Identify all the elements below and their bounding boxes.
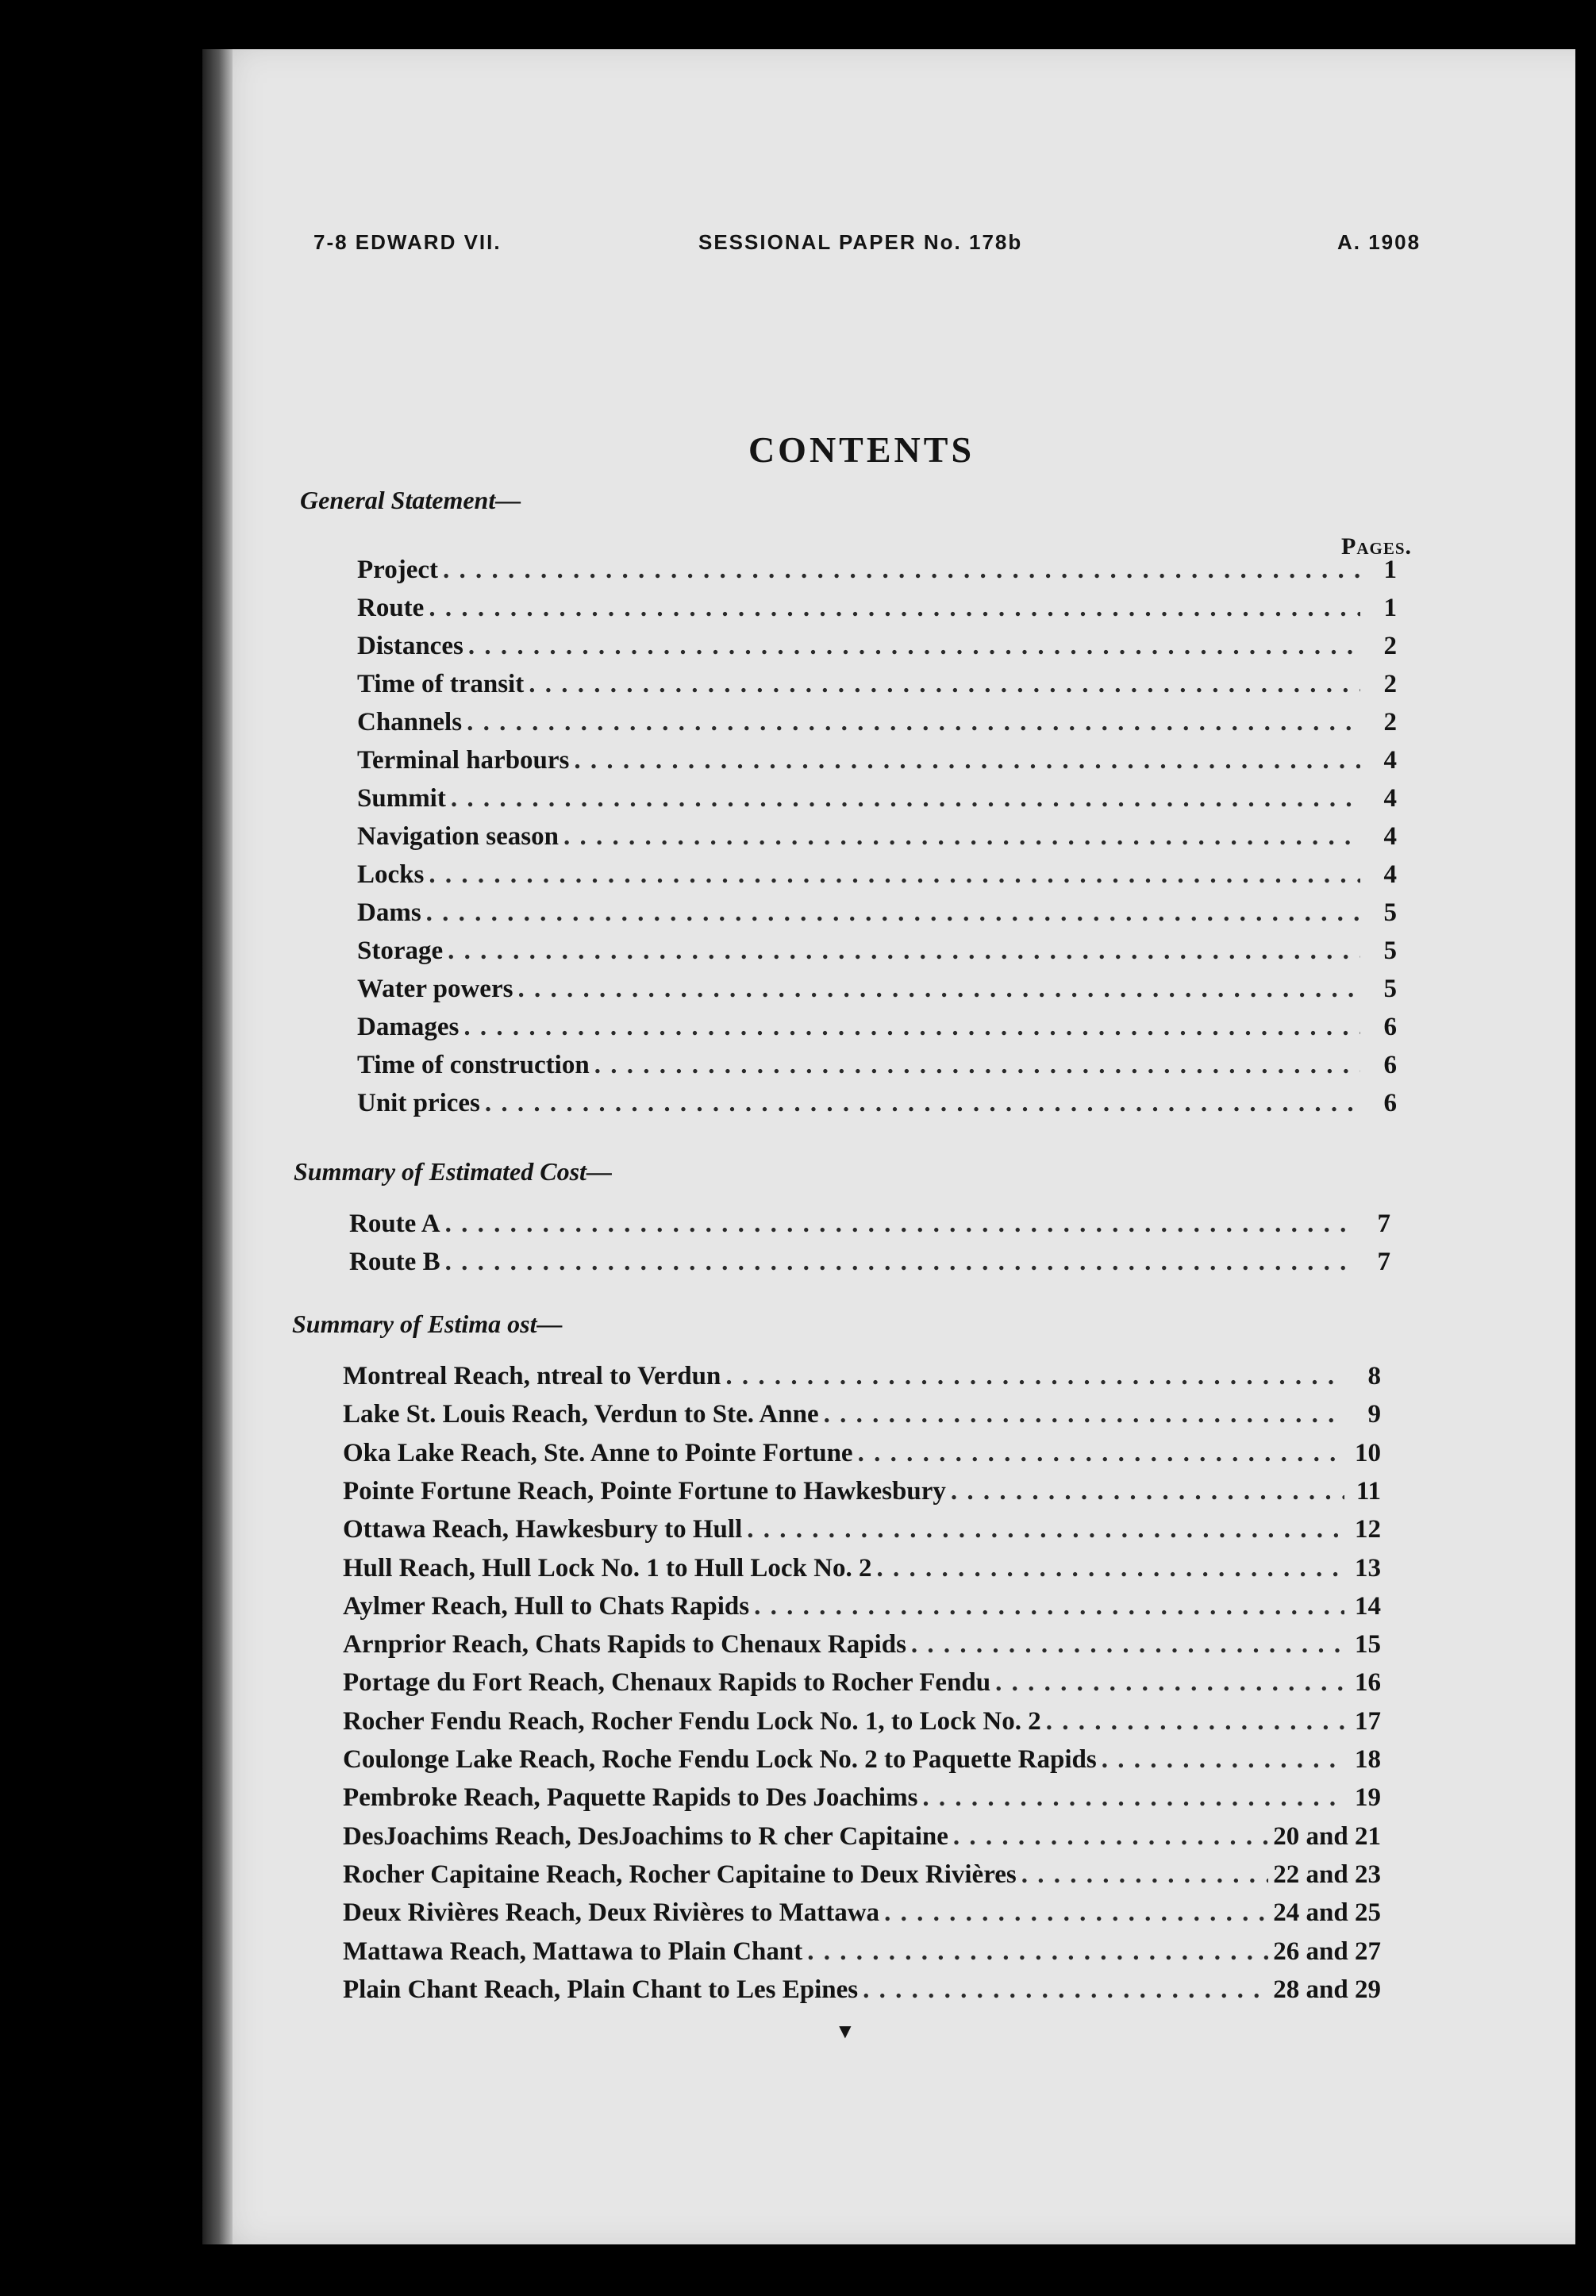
toc-entry-page: 10 (1355, 1438, 1381, 1467)
toc-entry (343, 1400, 1381, 1435)
toc-entry (343, 1860, 1381, 1895)
toc-entry (357, 1089, 1397, 1124)
toc-entry-label: Storage (357, 936, 444, 965)
toc-entry-label: Route (357, 594, 425, 622)
toc-leader-dots (445, 1248, 1354, 1277)
toc-entry-label: Summit (357, 784, 446, 813)
section-heading-summary-reach: Summary of Estima ost— (292, 1310, 563, 1338)
toc-entry-label: Plain Chant Reach, Plain Chant to Les Epines (343, 1975, 859, 2004)
toc-entry (343, 1592, 1381, 1627)
toc-entry (343, 1745, 1381, 1780)
toc-entry (349, 1248, 1390, 1283)
toc-entry (343, 1554, 1381, 1589)
toc-entry-page: 1 (1383, 556, 1397, 584)
toc-entry-page: 9 (1367, 1400, 1381, 1429)
toc-entry-label: Portage du Fort Reach, Chenaux Rapids to Rocher Fendu (343, 1668, 991, 1698)
toc-leader-dots (725, 1362, 1344, 1391)
toc-entry (357, 1013, 1397, 1048)
toc-entry-page: 11 (1356, 1476, 1381, 1506)
page-title: CONTENTS (748, 429, 975, 470)
toc-entry-label: Route A (349, 1210, 440, 1238)
toc-entry (343, 1477, 1381, 1512)
toc-entry (357, 822, 1397, 857)
toc-entry-label: Deux Rivières Reach, Deux Rivières to Mattawa (343, 1898, 880, 1928)
toc-entry-page: 5 (1383, 936, 1397, 965)
toc-entry-label: Unit prices (357, 1089, 480, 1117)
toc-entry-label: Hull Reach, Hull Lock No. 1 to Hull Lock No. 2 (343, 1553, 872, 1583)
toc-entry (357, 594, 1397, 629)
toc-entry-page: 4 (1383, 822, 1397, 851)
toc-entry (343, 1822, 1381, 1857)
toc-leader-dots (754, 1592, 1344, 1621)
toc-entry-label: Distances (357, 632, 463, 660)
toc-leader-dots (517, 975, 1360, 1004)
toc-leader-dots (529, 670, 1360, 699)
toc-entry-page: 4 (1383, 860, 1397, 889)
toc-entry (343, 1439, 1381, 1474)
toc-entry (357, 898, 1397, 933)
toc-entry (357, 784, 1397, 819)
page-spine-shadow (202, 49, 233, 2244)
toc-entry (343, 1898, 1381, 1933)
toc-entry-label: Montreal Reach, ntreal to Verdun (343, 1362, 721, 1390)
toc-entry-page: 16 (1355, 1668, 1381, 1698)
toc-leader-dots (922, 1783, 1344, 1813)
toc-entry-label: Dams (357, 898, 421, 927)
toc-leader-dots (485, 1089, 1360, 1118)
toc-leader-dots (468, 632, 1360, 661)
toc-entry-page: 17 (1355, 1706, 1381, 1736)
toc-entry-page: 14 (1355, 1591, 1381, 1621)
toc-entry (343, 1975, 1381, 2010)
toc-entry-label: Arnprior Reach, Chats Rapids to Chenaux Rapids (343, 1630, 906, 1660)
toc-leader-dots (451, 784, 1360, 813)
toc-entry-page: 12 (1355, 1515, 1381, 1544)
toc-entry-page: 15 (1355, 1630, 1381, 1660)
toc-leader-dots (863, 1975, 1268, 2005)
toc-entry (343, 1668, 1381, 1703)
toc-entry-page: 5 (1383, 898, 1397, 927)
toc-entry-label: Time of transit (357, 670, 525, 698)
toc-entry-page: 6 (1383, 1013, 1397, 1041)
toc-leader-dots (858, 1439, 1344, 1468)
toc-entry-label: Ottawa Reach, Hawkesbury to Hull (343, 1515, 743, 1544)
toc-leader-dots (426, 898, 1360, 928)
toc-leader-dots (448, 936, 1360, 966)
toc-entry-page: 7 (1377, 1248, 1390, 1276)
toc-entry-label: DesJoachims Reach, DesJoachims to R cher Capitaine (343, 1821, 948, 1851)
toc-entry-label: Water powers (357, 975, 513, 1003)
toc-leader-dots (443, 556, 1360, 585)
toc-entry-label: Route B (349, 1248, 440, 1276)
toc-entry-label: Coulonge Lake Reach, Roche Fendu Lock No. 2 to Paquette Rapids (343, 1745, 1097, 1774)
toc-entry-page: 4 (1383, 746, 1397, 775)
toc-entry-label: Time of construction (357, 1051, 590, 1079)
toc-entry (357, 556, 1397, 590)
toc-entry-page: 4 (1383, 784, 1397, 813)
toc-entry (343, 1707, 1381, 1742)
running-header-center: SESSIONAL PAPER No. 178b (698, 230, 1023, 254)
toc-entry-label: Aylmer Reach, Hull to Chats Rapids (343, 1591, 750, 1621)
toc-entry-page: 7 (1377, 1210, 1390, 1238)
toc-entry-page: 18 (1355, 1745, 1381, 1774)
toc-entry (343, 1783, 1381, 1818)
toc-entry-page: 28 and 29 (1273, 1975, 1381, 2004)
toc-entry-label: Navigation season (357, 822, 559, 851)
toc-leader-dots (995, 1668, 1344, 1698)
toc-entry-label: Damages (357, 1013, 460, 1041)
toc-entry-label: Mattawa Reach, Mattawa to Plain Chant (343, 1936, 803, 1966)
toc-entry-page: 13 (1355, 1553, 1381, 1583)
toc-entry (357, 632, 1397, 667)
toc-entry (357, 1051, 1397, 1086)
toc-leader-dots (807, 1937, 1268, 1967)
toc-entry (343, 1630, 1381, 1665)
toc-entry (357, 746, 1397, 781)
toc-entry-label: Pointe Fortune Reach, Pointe Fortune to Hawkesbury (343, 1476, 946, 1506)
toc-entry-label: Terminal harbours (357, 746, 570, 775)
running-header-left: 7-8 EDWARD VII. (313, 230, 502, 254)
toc-entry-label: Lake St. Louis Reach, Verdun to Ste. Anne (343, 1400, 819, 1429)
toc-entry-page: 2 (1383, 708, 1397, 736)
toc-entry-page: 5 (1383, 975, 1397, 1003)
toc-leader-dots (429, 594, 1360, 623)
toc-entry-page: 1 (1383, 594, 1397, 622)
pages-column-label: Pages. (1341, 533, 1413, 560)
toc-leader-dots (445, 1210, 1354, 1239)
toc-leader-dots (747, 1515, 1344, 1544)
toc-entry (357, 975, 1397, 1010)
toc-leader-dots (429, 860, 1360, 890)
bottom-page-mark: ▼ (835, 2020, 856, 2043)
toc-entry-page: 6 (1383, 1051, 1397, 1079)
toc-entry-page: 20 and 21 (1273, 1821, 1381, 1851)
running-header-right: A. 1908 (1337, 230, 1421, 254)
toc-entry-page: 2 (1383, 670, 1397, 698)
toc-entry-label: Oka Lake Reach, Ste. Anne to Pointe Fortune (343, 1438, 853, 1467)
toc-entry-label: Locks (357, 860, 425, 889)
section-heading-general-statement: General Statement— (300, 486, 521, 514)
toc-entry (357, 708, 1397, 743)
toc-leader-dots (824, 1400, 1344, 1429)
toc-leader-dots (1046, 1707, 1344, 1736)
toc-leader-dots (953, 1822, 1268, 1852)
toc-leader-dots (463, 1013, 1360, 1042)
toc-entry (357, 670, 1397, 705)
section-heading-summary-route: Summary of Estimated Cost— (294, 1157, 612, 1186)
toc-entry-label: Project (357, 556, 438, 584)
toc-leader-dots (951, 1477, 1344, 1506)
toc-entry-page: 19 (1355, 1783, 1381, 1813)
toc-leader-dots (574, 746, 1360, 775)
toc-leader-dots (884, 1898, 1268, 1928)
toc-entry-page: 6 (1383, 1089, 1397, 1117)
toc-entry-label: Channels (357, 708, 463, 736)
toc-entry-page: 8 (1367, 1362, 1381, 1390)
toc-entry-page: 24 and 25 (1273, 1898, 1381, 1928)
toc-entry-page: 26 and 27 (1273, 1936, 1381, 1966)
toc-entry (357, 936, 1397, 971)
toc-leader-dots (594, 1051, 1360, 1080)
toc-leader-dots (563, 822, 1360, 852)
toc-entry (357, 860, 1397, 895)
toc-leader-dots (467, 708, 1360, 737)
toc-leader-dots (876, 1554, 1344, 1583)
toc-entry-label: Pembroke Reach, Paquette Rapids to Des Joachims (343, 1783, 918, 1813)
toc-leader-dots (1021, 1860, 1269, 1890)
toc-entry (343, 1937, 1381, 1972)
toc-leader-dots (1102, 1745, 1344, 1775)
toc-entry-page: 22 and 23 (1273, 1859, 1381, 1889)
toc-entry (349, 1210, 1390, 1244)
toc-leader-dots (911, 1630, 1344, 1660)
toc-entry (343, 1515, 1381, 1550)
toc-entry-page: 2 (1383, 632, 1397, 660)
toc-entry-label: Rocher Capitaine Reach, Rocher Capitaine to Deux Rivières (343, 1859, 1017, 1889)
toc-entry-label: Rocher Fendu Reach, Rocher Fendu Lock No. 1, to Lock No. 2 (343, 1706, 1041, 1736)
toc-entry (343, 1362, 1381, 1397)
